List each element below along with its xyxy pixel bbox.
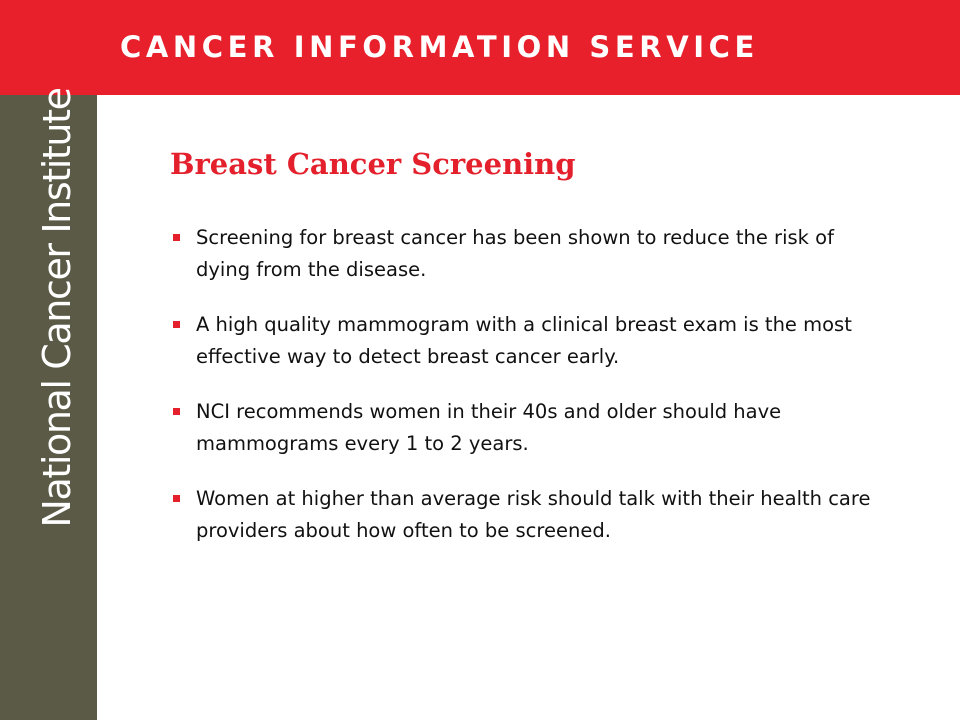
bullet-item	[170, 483, 890, 547]
bullet-item	[170, 222, 890, 286]
bullet-text: Screening for breast cancer has been shown to reduce the risk of dying from the disease.	[196, 226, 834, 281]
bullet-text: A high quality mammogram with a clinical breast exam is the most effective way to detect breast cancer early.	[196, 313, 852, 368]
bullet-text: NCI recommends women in their 40s and older should have mammograms every 1 to 2 years.	[196, 400, 782, 455]
square-bullet-icon	[173, 234, 180, 241]
bullet-item	[170, 309, 890, 373]
top-banner	[0, 0, 960, 95]
square-bullet-icon	[173, 408, 180, 415]
bullet-list	[170, 222, 890, 570]
square-bullet-icon	[173, 495, 180, 502]
side-label: National Cancer Institute	[35, 88, 79, 528]
bullet-item	[170, 396, 890, 460]
square-bullet-icon	[173, 321, 180, 328]
slide-title: Breast Cancer Screening	[170, 147, 576, 181]
bullet-text: Women at higher than average risk should talk with their health care providers about how often to be screened.	[196, 487, 871, 542]
banner-title: CANCER INFORMATION SERVICE	[120, 30, 759, 64]
